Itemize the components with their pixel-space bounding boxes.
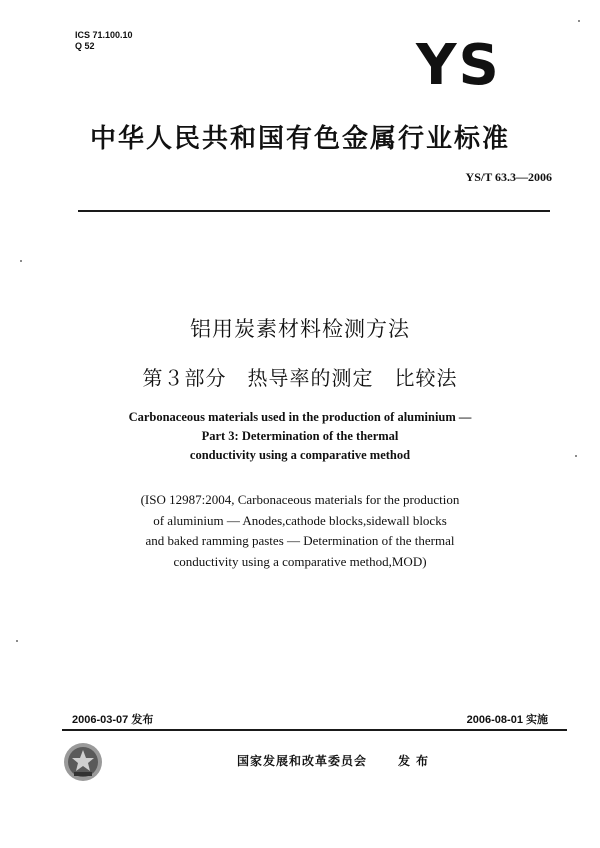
standard-code: YS/T 63.3—2006 (465, 170, 552, 184)
iso-reference-line-1: (ISO 12987:2004, Carbonaceous materials for the production (140, 492, 460, 507)
iso-reference-line-2: of aluminium — Anodes,cathode blocks,sidewall blocks (153, 512, 447, 528)
ys-logo-icon (412, 28, 534, 90)
iso-reference-line-3: and baked ramming pastes — Determination of the thermal (145, 533, 455, 548)
publish-date: 2006-03-07 发布 (72, 714, 154, 726)
issuer-name: 国家发展和改革委员会 (237, 754, 368, 768)
scan-speck (578, 20, 580, 22)
scan-speck (20, 260, 22, 262)
issuer-verb: 发布 (398, 754, 435, 768)
ics-code: ICS 71.100.10 (75, 30, 133, 40)
title-en-line-3: conductivity using a comparative method (189, 448, 411, 462)
national-emblem-icon (62, 741, 104, 783)
scan-speck (575, 455, 577, 457)
classification-codes (75, 30, 133, 52)
title-en (0, 408, 600, 465)
title-en-line-2: Part 3: Determination of the thermal (201, 429, 399, 443)
implement-date: 2006-08-01 实施 (466, 714, 548, 726)
title-en-line-1: Carbonaceous materials used in the production of aluminium — (128, 410, 472, 424)
scan-speck (16, 640, 18, 642)
title-zh-line-1: 铝用炭素材料检测方法 (190, 317, 410, 341)
header-divider (78, 210, 550, 212)
standard-category-title: 中华人民共和国有色金属行业标准 (89, 124, 510, 154)
title-zh-line-2: 第３部分 热导率的测定 比较法 (142, 366, 458, 390)
footer-divider (62, 729, 567, 731)
iso-reference (0, 490, 600, 572)
iso-reference-line-4: conductivity using a comparative method,MOD) (173, 553, 427, 569)
ccs-code: Q 52 (75, 41, 95, 51)
ys-logo-text: YS (416, 33, 501, 90)
